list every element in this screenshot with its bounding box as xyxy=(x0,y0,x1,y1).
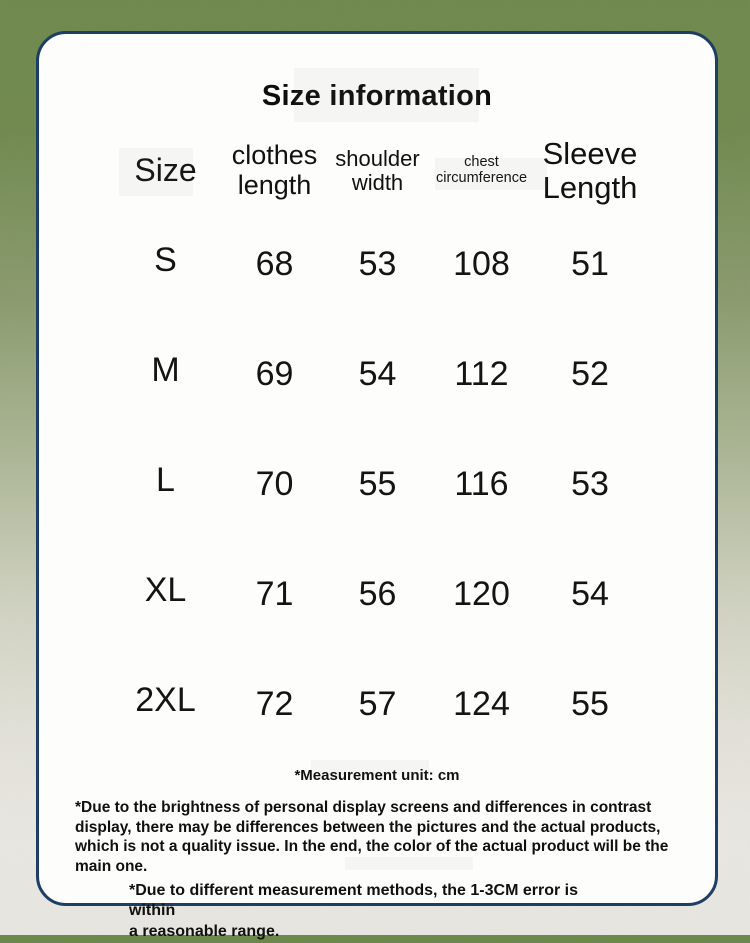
table-cell: 54 xyxy=(571,574,609,613)
size-chart-card xyxy=(36,31,718,941)
table-cell: 53 xyxy=(358,244,397,283)
size-label: S xyxy=(154,240,177,279)
table-cell: 112 xyxy=(454,354,509,393)
table-cell: 55 xyxy=(358,464,397,503)
table-cell: 56 xyxy=(358,574,397,613)
table-row-l xyxy=(107,429,647,539)
table-cell: 55 xyxy=(571,684,609,723)
table-cell: 57 xyxy=(358,684,397,723)
measurement-error-note xyxy=(129,881,609,943)
header-cell-clothes-length: clothes length xyxy=(231,140,318,200)
table-cell: 71 xyxy=(255,574,294,613)
table-cell: 70 xyxy=(255,464,294,503)
table-row-m xyxy=(107,319,647,429)
table-row-xl xyxy=(107,539,647,649)
table-cell: 108 xyxy=(453,244,510,283)
measurement-error-note-line1: *Due to different measurement methods, the 1-3CM error is within xyxy=(129,881,578,920)
table-cell: 52 xyxy=(571,354,609,393)
table-cell: 72 xyxy=(255,684,294,723)
table-row-2xl xyxy=(107,649,647,759)
size-label: XL xyxy=(144,570,187,609)
table-cell: 69 xyxy=(255,354,294,393)
header-cell-sleeve-length: Sleeve Length xyxy=(542,135,638,205)
table-cell: 120 xyxy=(453,574,510,613)
header-cell-shoulder-width: shoulder width xyxy=(335,145,420,195)
table-cell: 116 xyxy=(454,464,509,503)
table-cell: 68 xyxy=(255,244,294,283)
measurement-error-note-line2: a reasonable range. xyxy=(129,923,280,941)
size-table xyxy=(107,133,647,759)
header-cell-size: Size xyxy=(134,152,197,189)
measurement-unit-note: *Measurement unit: cm xyxy=(294,767,460,784)
table-cell: 124 xyxy=(453,684,510,723)
header-cell-chest-circumference: chest circumference xyxy=(435,154,528,186)
table-cell: 53 xyxy=(571,464,609,503)
size-label: 2XL xyxy=(135,680,196,719)
table-cell: 51 xyxy=(571,244,609,283)
table-cell: 54 xyxy=(358,354,397,393)
display-disclaimer-note: *Due to the brightness of personal display screens and differences in contrast display, there may be differences between the pictures and the actual products, which is not a quality issue. In the end, the color of the actual product will be the main one. xyxy=(75,799,669,876)
table-header-row xyxy=(107,133,647,209)
page-title: Size information xyxy=(261,80,493,112)
size-label: M xyxy=(151,350,180,389)
table-row-s xyxy=(107,209,647,319)
size-label: L xyxy=(156,460,175,499)
